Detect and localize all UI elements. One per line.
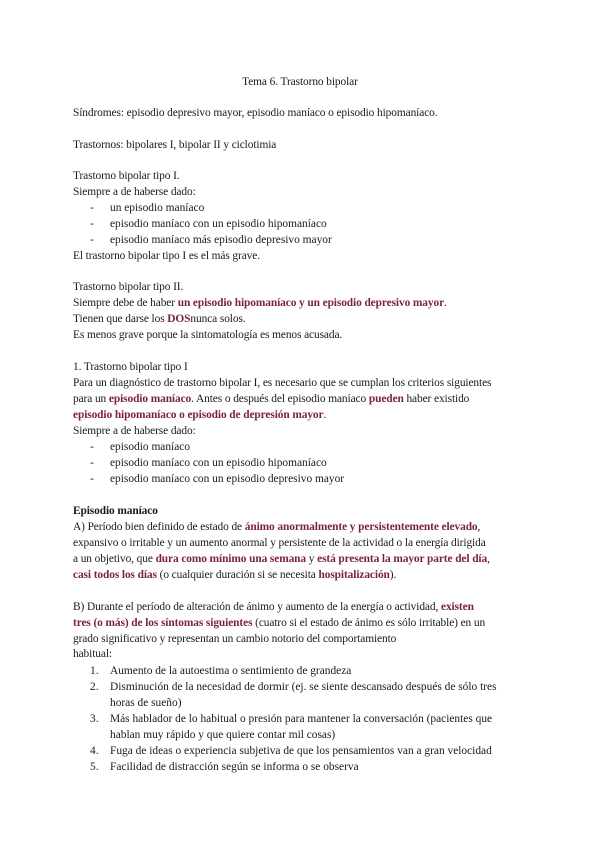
bullet-dash: - <box>90 457 94 469</box>
tipo1-item: episodio maníaco más episodio depresivo mayor <box>110 234 332 246</box>
bullet-dash: - <box>90 218 94 230</box>
bullet-dash: - <box>90 473 94 485</box>
tipo2-line3: Es menos grave porque la sintomatología es menos acusada. <box>73 329 343 341</box>
list-number: 5. <box>90 761 99 773</box>
list-number: 1. <box>90 665 99 677</box>
emphasis-text: dura como mínimo una semana <box>155 553 307 565</box>
criterion-b-line: habitual: <box>73 648 112 660</box>
list-number: 2. <box>90 681 99 693</box>
list-number: 3. <box>90 713 99 725</box>
criterion-a-line: a un objetivo, que dura como mínimo una semana y está presenta la mayor parte del día, <box>73 553 490 565</box>
symptom-item: Más hablador de lo habitual o presión para mantener la conversación (pacientes que <box>110 713 493 725</box>
emphasis-text: pueden <box>368 393 404 405</box>
emphasis-text: casi todos los días <box>73 569 157 581</box>
emphasis-text: tres (o más) de los síntomas siguientes <box>73 617 253 629</box>
symptom-item-continued: hablan muy rápido y que quiere contar mil cosas) <box>110 729 336 741</box>
bullet-dash: - <box>90 234 94 246</box>
sec1-paragraph-line: para un episodio maníaco. Antes o después del episodio maníaco pueden haber existido <box>73 393 470 405</box>
tipo2-heading: Trastorno bipolar tipo II. <box>73 281 184 293</box>
criterion-a-line: casi todos los días (o cualquier duración si se necesita hospitalización). <box>73 569 397 581</box>
sec1-paragraph-line: Para un diagnóstico de trastorno bipolar I, es necesario que se cumplan los criterios siguientes <box>73 377 492 389</box>
symptom-item: Fuga de ideas o experiencia subjetiva de que los pensamientos van a gran velocidad <box>110 745 492 757</box>
criterion-b-line: tres (o más) de los síntomas siguientes (cuatro si el estado de ánimo es sólo irritable) en un <box>73 617 486 629</box>
tipo1-note: El trastorno bipolar tipo I es el más grave. <box>73 250 260 262</box>
emphasis-text: ánimo anormalmente y persistentemente elevado <box>244 521 478 533</box>
tipo1-item: episodio maníaco con un episodio hipomaníaco <box>110 218 327 230</box>
sec1-intro: Siempre a de haberse dado: <box>73 425 196 437</box>
page-title: Tema 6. Trastorno bipolar <box>242 76 358 88</box>
sec1-item: episodio maníaco con un episodio hipomaníaco <box>110 457 327 469</box>
symptom-item-continued: horas de sueño) <box>110 697 182 709</box>
sec1-paragraph-line: episodio hipomaníaco o episodio de depresión mayor. <box>73 409 327 421</box>
episodio-heading: Episodio maníaco <box>73 505 158 517</box>
bullet-dash: - <box>90 441 94 453</box>
emphasis-text: episodio maníaco <box>108 393 192 405</box>
sindromes-line: Síndromes: episodio depresivo mayor, episodio maníaco o episodio hipomaníaco. <box>73 107 438 119</box>
bullet-dash: - <box>90 202 94 214</box>
tipo1-heading: Trastorno bipolar tipo I. <box>73 170 180 182</box>
tipo1-intro: Siempre a de haberse dado: <box>73 186 196 198</box>
list-number: 4. <box>90 745 99 757</box>
tipo2-line2: Tienen que darse los DOSnunca solos. <box>73 313 246 325</box>
emphasis-text: episodio hipomaníaco o episodio de depresión mayor <box>73 409 324 421</box>
emphasis-text: hospitalización <box>318 569 390 581</box>
section-heading: 1. Trastorno bipolar tipo I <box>73 361 188 373</box>
sec1-item: episodio maníaco <box>110 441 191 453</box>
symptom-item: Facilidad de distracción según se informa o se observa <box>110 761 359 773</box>
symptom-item: Disminución de la necesidad de dormir (ej. se siente descansado después de sólo tres <box>110 681 497 693</box>
tipo1-item: un episodio maníaco <box>110 202 205 214</box>
emphasis-text: está presenta la mayor parte del día <box>317 553 488 565</box>
tipo2-line1: Siempre debe de haber un episodio hipomaníaco y un episodio depresivo mayor. <box>73 297 447 309</box>
emphasis-text: un episodio hipomaníaco y un episodio depresivo mayor <box>177 297 445 309</box>
emphasis-text: DOS <box>167 313 191 325</box>
symptom-item: Aumento de la autoestima o sentimiento de grandeza <box>110 665 352 677</box>
criterion-a-line: expansivo o irritable y un aumento anormal y persistente de la actividad o la energía dirigida <box>73 537 486 549</box>
sec1-item: episodio maníaco con un episodio depresivo mayor <box>110 473 345 485</box>
criterion-a-line: A) Período bien definido de estado de ánimo anormalmente y persistentemente elevado, <box>73 521 481 533</box>
criterion-b-line: B) Durante el período de alteración de ánimo y aumento de la energía o actividad, existen <box>73 601 474 613</box>
emphasis-text: existen <box>440 601 474 613</box>
trastornos-line: Trastornos: bipolares I, bipolar II y ciclotimia <box>73 139 277 151</box>
criterion-b-line: grado significativo y representan un cambio notorio del comportamiento <box>73 633 397 645</box>
